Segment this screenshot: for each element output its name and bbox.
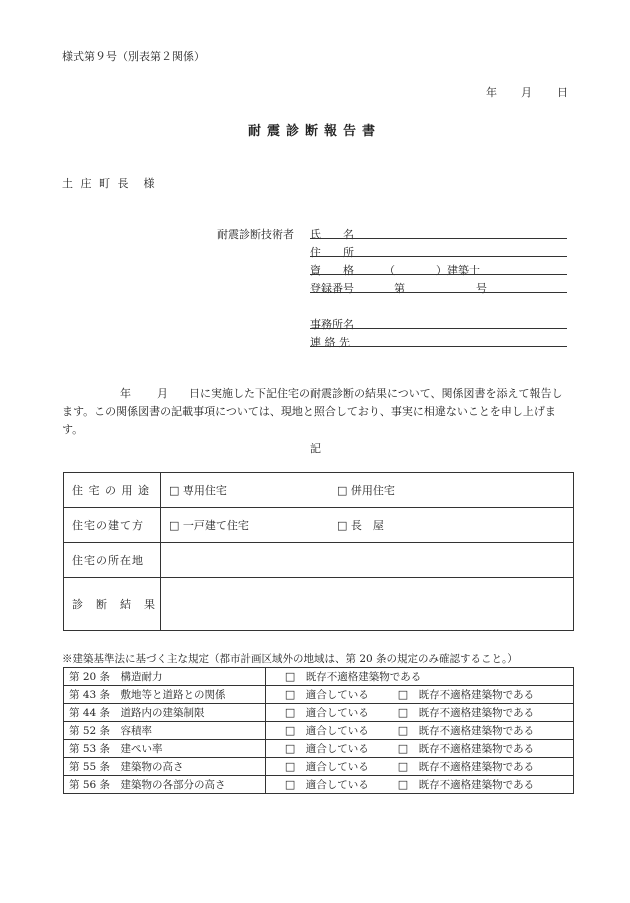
main-table [63,472,574,631]
checkbox[interactable]: □ [284,670,296,683]
checkbox[interactable]: □ [397,724,409,737]
contact-field[interactable] [310,332,567,347]
checkbox[interactable]: □ [397,688,409,701]
checkbox[interactable]: □ [397,760,409,773]
registration-field[interactable] [310,278,567,293]
addressee: 土 庄 町 長 様 [62,177,157,190]
date-month-label: 月 [521,86,532,99]
build-opt-rowhouse[interactable]: □ 長 屋 [337,519,384,532]
result-row [64,578,574,631]
regulation-row [64,776,574,794]
regulation-article: 第 43 条 敷地等と道路との関係 [64,686,266,704]
qualification-field[interactable] [310,260,567,275]
date-year-label: 年 [486,86,497,99]
ki-label: 記 [310,442,321,455]
regulations-note: ※建築基準法に基づく主な規定（都市計画区域外の地域は、第 20 条の規定のみ確認すること。） [62,653,518,665]
qualification-label: 資 格 [310,264,354,277]
name-label: 氏 名 [310,228,354,241]
location-field[interactable] [161,543,574,578]
body-date-month: 月 [157,387,168,400]
regulation-row [64,704,574,722]
contact-label: 連 絡 先 [310,336,350,349]
build-row [64,508,574,543]
regulation-options: □ 適合している □ 既存不適格建築物である [266,722,574,740]
build-options [161,508,574,543]
office-label: 事務所名 [310,318,354,331]
location-label: 住宅の所在地 [64,543,161,578]
regulation-row [64,668,574,686]
regulation-options: □ 適合している □ 既存不適格建築物である [266,776,574,794]
technician-heading: 耐震診断技術者 [217,228,294,241]
location-row [64,543,574,578]
use-options [161,473,574,508]
regulation-article: 第 52 条 容積率 [64,722,266,740]
registration-dai: 第 [394,282,405,295]
use-row [64,473,574,508]
office-field[interactable] [310,314,567,329]
regulation-article: 第 53 条 建ぺい率 [64,740,266,758]
result-label: 診 断 結 果 [64,578,161,631]
use-opt-exclusive[interactable]: □ 専用住宅 [169,484,227,497]
checkbox[interactable]: □ [284,742,296,755]
name-field[interactable] [310,224,567,239]
regulation-article: 第 55 条 建築物の高さ [64,758,266,776]
checkbox[interactable]: □ [397,706,409,719]
checkbox[interactable]: □ [397,778,409,791]
body-date-year: 年 [120,387,131,400]
address-field[interactable] [310,242,567,257]
result-field[interactable] [161,578,574,631]
address-label: 住 所 [310,246,354,259]
use-label: 住 宅 の 用 途 [64,473,161,508]
registration-label: 登録番号 [310,282,354,295]
regulation-options: □ 適合している □ 既存不適格建築物である [266,686,574,704]
checkbox[interactable]: □ [397,742,409,755]
regulation-options: □ 適合している □ 既存不適格建築物である [266,740,574,758]
registration-go: 号 [476,282,487,295]
form-number: 様式第９号（別表第２関係） [62,50,205,63]
build-opt-detached[interactable]: □ 一戸建て住宅 [169,519,249,532]
regulation-options: □ 既存不適格建築物である [266,668,574,686]
checkbox[interactable]: □ [284,778,296,791]
regulation-row [64,686,574,704]
regulation-options: □ 適合している □ 既存不適格建築物である [266,704,574,722]
checkbox[interactable]: □ [284,688,296,701]
regulation-row [64,722,574,740]
qualification-close: ）建築士 [436,264,480,277]
regulation-options: □ 適合している □ 既存不適格建築物である [266,758,574,776]
qualification-open: （ [384,264,395,277]
regulation-article: 第 44 条 道路内の建築制限 [64,704,266,722]
page-title: 耐震診断報告書 [248,124,382,139]
build-label: 住宅の建て方 [64,508,161,543]
regulation-row [64,758,574,776]
regulation-article: 第 20 条 構造耐力 [64,668,266,686]
checkbox[interactable]: □ [284,724,296,737]
checkbox[interactable]: □ [284,760,296,773]
regulation-row [64,740,574,758]
body-paragraph: 日に実施した下記住宅の耐震診断の結果について、関係図書を添えて報告します。この関係図書の記載事項については、現地と照合しており、事実に相違ないことを申し上げます。 [62,387,563,436]
use-opt-combined[interactable]: □ 併用住宅 [337,484,395,497]
checkbox[interactable]: □ [284,706,296,719]
date-day-label: 日 [557,86,568,99]
regulations-table [63,667,574,794]
regulation-article: 第 56 条 建築物の各部分の高さ [64,776,266,794]
